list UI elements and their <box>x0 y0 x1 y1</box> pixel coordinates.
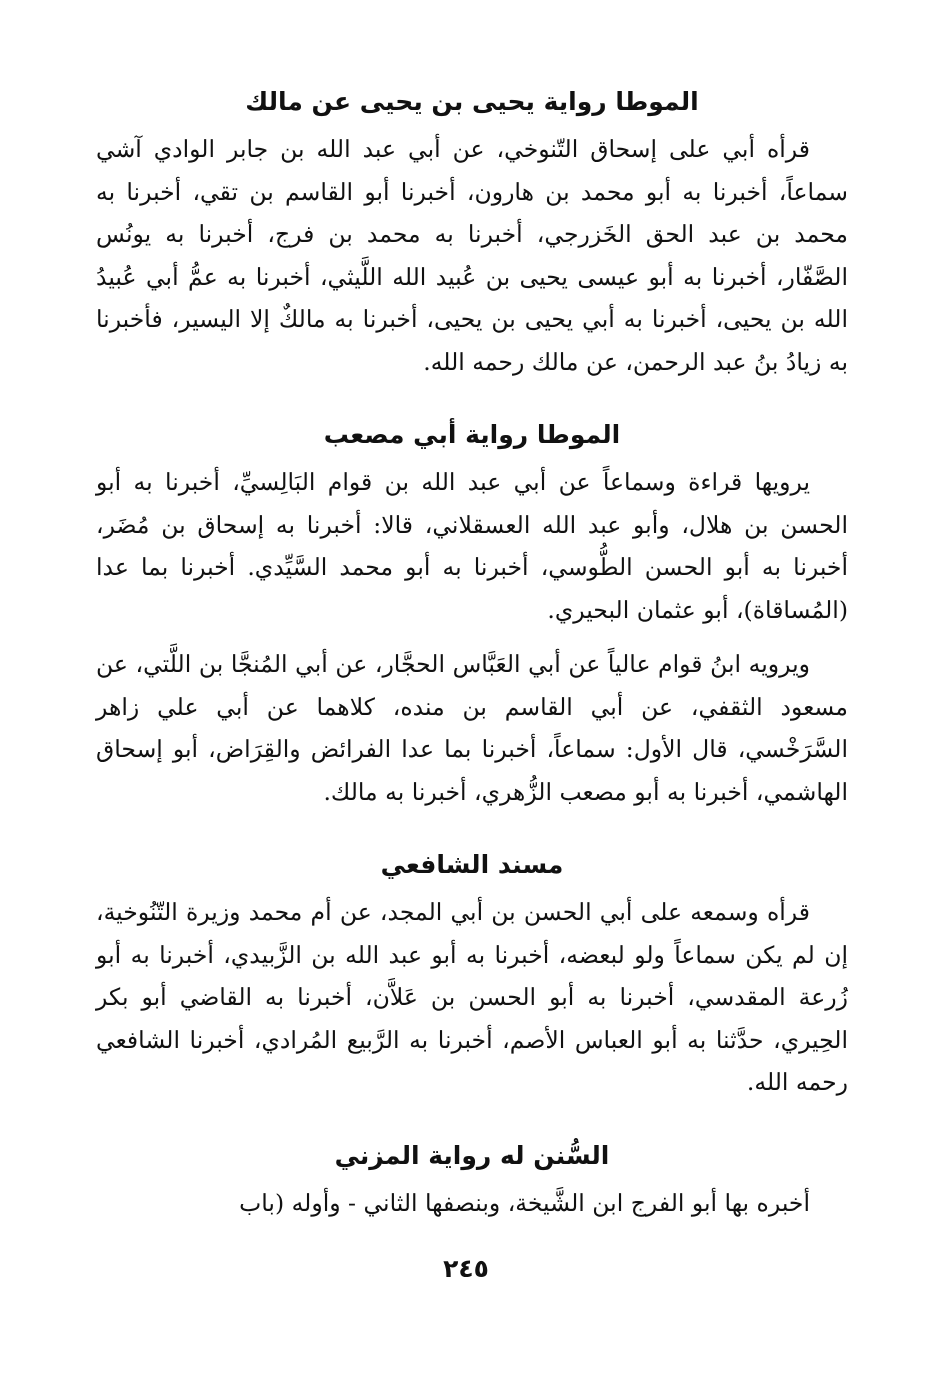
paragraph: ويرويه ابنُ قوام عالياً عن أبي العَبَّاس الحجَّار، عن أبي المُنجَّا بن اللَّتي، عن مسعود الثقفي، عن أبي القاسم بن منده، كلاهما عن أبي علي زاهر السَّرَخْسي، قال الأول: سماعاً، أخبرنا بما عدا الفرائض والقِرَاض، أبو إسحاق الهاشمي، أخبرنا به أبو مصعب الزُّهري، أخبرنا به مالك. <box>96 650 848 806</box>
paragraph: قرأه أبي على إسحاق التّنوخي، عن أبي عبد الله بن جابر الوادي آشي سماعاً، أخبرنا به أبو محمد بن هارون، أخبرنا أبو القاسم بن تقي، أخبرنا به محمد بن عبد الحق الخَزرجي، أخبرنا به محمد بن فرج، أخبرنا به يونُس الصَّفّار، أخبرنا به أبو عيسى يحيى بن عُبيد الله اللَّيثي، أخبرنا به عمُّ أبي عُبيدُ الله بن يحيى، أخبرنا به أبي يحيى بن يحيى، أخبرنا به مالكٌ إلا اليسير، فأخبرنا به زيادُ بنُ عبد الرحمن، عن مالك رحمه الله. <box>96 135 848 376</box>
section-sunan-muzani <box>96 1134 848 1225</box>
section-heading: مسند الشافعي <box>380 850 564 879</box>
section-muwatta-abi-musab <box>96 413 848 813</box>
section-heading: الموطا رواية أبي مصعب <box>323 420 621 449</box>
paragraph-spacer <box>96 631 848 643</box>
paragraph: يرويها قراءة وسماعاً عن أبي عبد الله بن قوام البَالِسيِّ، أخبرنا به أبو الحسن بن هلال، وأبو عبد الله العسقلاني، قالا: أخبرنا به إسحاق بن مُضَر، أخبرنا به أبو الحسن الطُّوسي، أخبرنا به أبو محمد السَّيِّدي. أخبرنا بما عدا (المُساقاة)، أبو عثمان البحيري. <box>96 468 848 624</box>
section-spacer <box>96 383 848 413</box>
section-spacer <box>96 813 848 843</box>
section-heading: السُّنن له رواية المزني <box>334 1140 610 1170</box>
paragraph: قرأه وسمعه على أبي الحسن بن أبي المجد، عن أم محمد وزيرة التّنُوخية، إن لم يكن سماعاً ولو لبعضه، أخبرنا به أبو عبد الله بن الزَّبيدي، أخبرنا به أبو زُرعة المقدسي، أخبرنا به أبو الحسن بن عَلاَّن، أخبرنا به القاضي أبو بكر الحِيري، حدَّثنا به أبو العباس الأصم، أخبرنا به الرَّبيع المُرادي، أخبرنا الشافعي رحمه الله. <box>96 898 848 1096</box>
page-body <box>96 80 848 1224</box>
paragraph: أخبره بها أبو الفرج ابن الشَّيخة، وبنصفها الثاني - وأوله (باب <box>239 1188 810 1217</box>
section-musnad-shafii <box>96 843 848 1104</box>
section-heading: الموطا رواية يحيى بن يحيى عن مالك <box>245 87 699 116</box>
page-number: ٢٤٥ <box>443 1254 489 1283</box>
section-spacer <box>96 1104 848 1134</box>
section-muwatta-yahya <box>96 80 848 383</box>
